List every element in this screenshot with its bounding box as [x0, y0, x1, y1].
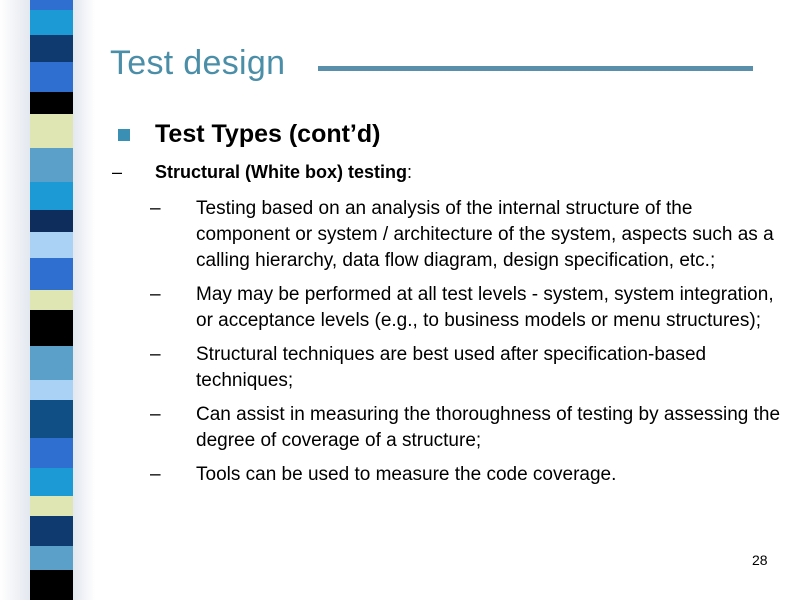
title-rule: [318, 66, 753, 71]
list-item-text: Tools can be used to measure the code coverage.: [196, 464, 617, 485]
strip-fade-left: [0, 0, 30, 600]
dash-bullet: –: [112, 162, 123, 182]
list-item-text: May may be performed at all test levels - system, system integration, or acceptance levels (e.g., to business models or menu structures);: [196, 284, 774, 331]
dash-bullet: –: [150, 198, 161, 219]
page-number: 28: [752, 552, 768, 568]
list-item: [150, 196, 790, 274]
dash-bullet: –: [150, 464, 161, 485]
list-item-text: Testing based on an analysis of the internal structure of the component or system / architecture of the system, aspects such as a calling hierarchy, data flow diagram, design specification, etc.;: [196, 198, 774, 271]
strip-blocks: [30, 0, 73, 600]
list-item: [150, 282, 790, 334]
list-item-text: Can assist in measuring the thoroughness of testing by assessing the degree of coverage of a structure;: [196, 404, 781, 451]
list-item: [150, 342, 790, 394]
dash-bullet: –: [150, 344, 161, 365]
decorative-strip: [0, 0, 95, 600]
subheading-text: [155, 162, 412, 183]
heading-text: Test Types (cont’d): [155, 120, 381, 148]
list-item-text: Structural techniques are best used after specification-based techniques;: [196, 344, 707, 391]
square-bullet-icon: [118, 129, 130, 141]
slide-title: Test design: [110, 44, 286, 82]
list-item: [150, 402, 790, 454]
dash-bullet: –: [150, 404, 161, 425]
subheading-bold: Structural (White box) testing: [155, 162, 407, 182]
strip-fade-right: [73, 0, 95, 600]
bullet-list: [150, 196, 790, 496]
list-item: [150, 462, 790, 488]
dash-bullet: –: [150, 284, 161, 305]
subheading-rest: :: [407, 162, 413, 182]
